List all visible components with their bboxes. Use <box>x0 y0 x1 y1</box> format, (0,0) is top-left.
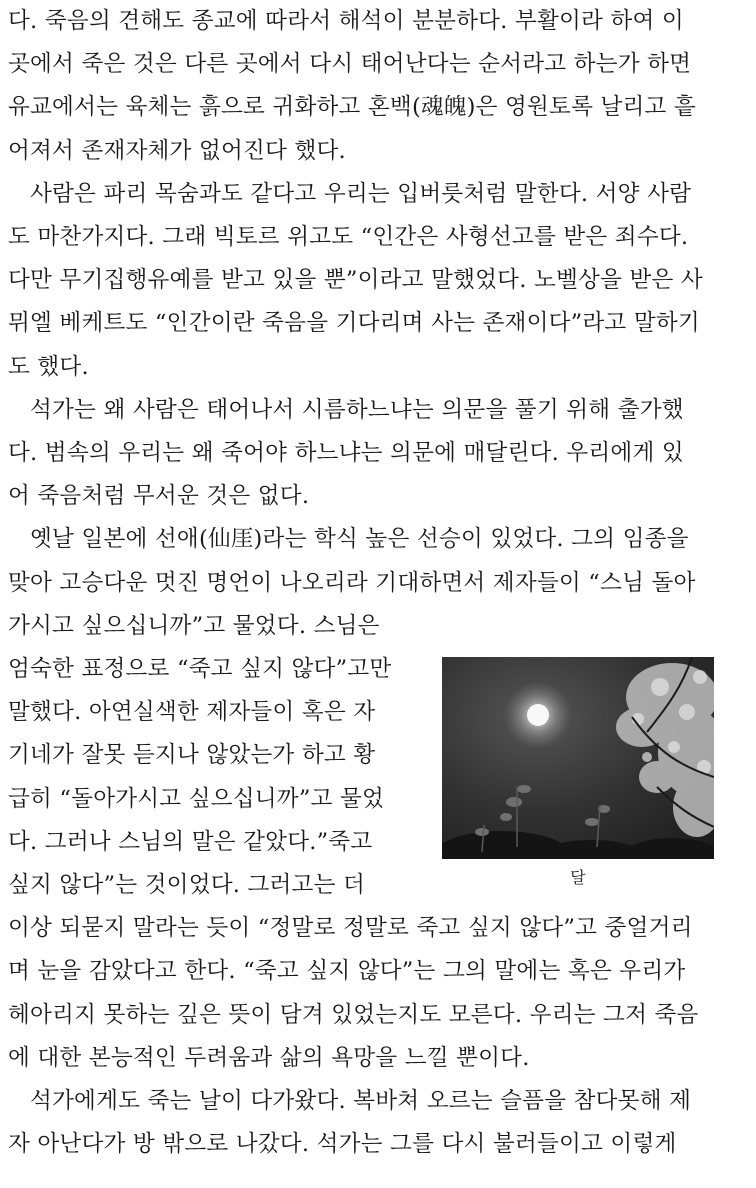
text-line: 다. 그러나 스님의 말은 같았다.”죽고 <box>8 829 373 855</box>
text-line: 도 마찬가지다. 그래 빅토르 위고도 “인간은 사형선고를 받은 죄수다. <box>8 224 689 250</box>
text-line: 가시고 싶으십니까”고 물었다. 스님은 <box>8 613 380 639</box>
text-line: 석가에게도 죽는 날이 다가왔다. 복바쳐 오르는 슬픔을 참다못해 제 <box>30 1088 692 1114</box>
text-line: 다. 죽음의 견해도 종교에 따라서 해석이 분분하다. 부활이라 하여 이 <box>8 8 684 34</box>
text-line: 뮈엘 베케트도 “인간이란 죽음을 기다리며 사는 존재이다”라고 말하기 <box>8 310 700 336</box>
text-line: 곳에서 죽은 것은 다른 곳에서 다시 태어난다는 순서라고 하는가 하면 <box>8 51 692 77</box>
text-line: 어져서 존재자체가 없어진다 했다. <box>8 138 346 164</box>
text-line: 말했다. 아연실색한 제자들이 혹은 자 <box>8 699 376 725</box>
text-line: 며 눈을 감았다고 한다. “죽고 싶지 않다”는 그의 말에는 혹은 우리가 <box>8 958 686 984</box>
text-line: 자 아난다가 방 밖으로 나갔다. 석가는 그를 다시 불러들이고 이렇게 <box>8 1131 677 1157</box>
moon-night-photo-icon <box>442 657 714 859</box>
text-line: 도 했다. <box>8 354 89 380</box>
text-line: 다. 범속의 우리는 왜 죽어야 하느냐는 의문에 매달린다. 우리에게 있 <box>8 440 684 466</box>
text-line: 에 대한 본능적인 두려움과 삶의 욕망을 느낄 뿐이다. <box>8 1045 530 1071</box>
text-line: 이상 되묻지 말라는 듯이 “정말로 정말로 죽고 싶지 않다”고 중얼거리 <box>8 915 693 941</box>
text-line: 옛날 일본에 선애(仙厓)라는 학식 높은 선승이 있었다. 그의 임종을 <box>30 526 689 552</box>
text-line: 다만 무기집행유예를 받고 있을 뿐”이라고 말했었다. 노벨상을 받은 사 <box>8 267 703 293</box>
text-line: 싶지 않다”는 것이었다. 그러고는 더 <box>8 872 366 898</box>
text-line: 유교에서는 육체는 흙으로 귀화하고 혼백(魂魄)은 영원토록 날리고 흩 <box>8 94 696 120</box>
text-line: 급히 “돌아가시고 싶으십니까”고 물었 <box>8 786 385 812</box>
text-line: 헤아리지 못하는 깊은 뜻이 담겨 있었는지도 모른다. 우리는 그저 죽음 <box>8 1002 699 1028</box>
figure-caption: 달 <box>570 868 586 887</box>
text-line: 사람은 파리 목숨과도 같다고 우리는 입버릇처럼 말한다. 서양 사람 <box>30 181 692 207</box>
text-line: 기네가 잘못 듣지나 않았는가 하고 황 <box>8 742 376 768</box>
text-line: 맞아 고승다운 멋진 명언이 나오리라 기대하면서 제자들이 “스님 돌아 <box>8 570 696 596</box>
moon-photo <box>442 657 714 859</box>
text-line: 엄숙한 표정으로 “죽고 싶지 않다”고만 <box>8 656 392 682</box>
text-line: 석가는 왜 사람은 태어나서 시름하느냐는 의문을 풀기 위해 출가했 <box>30 397 684 423</box>
text-line: 어 죽음처럼 무서운 것은 없다. <box>8 483 310 509</box>
